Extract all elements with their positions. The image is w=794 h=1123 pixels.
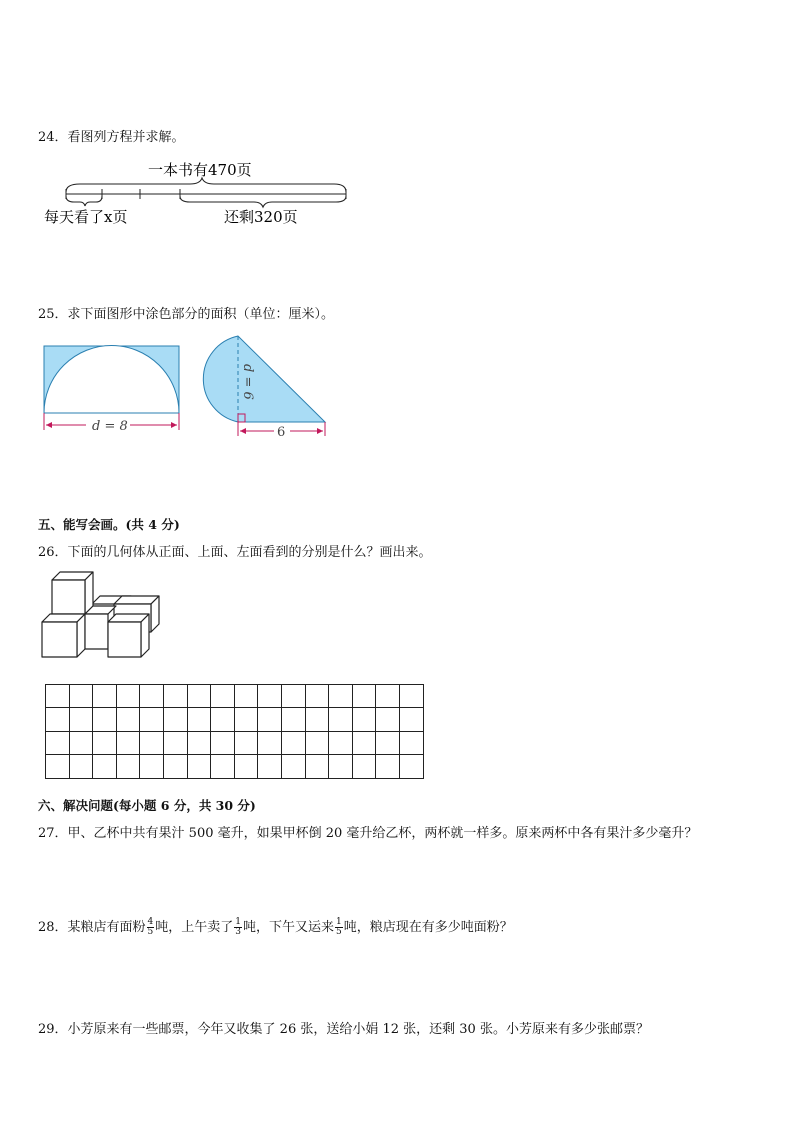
question-24: 24．看图列方程并求解。 bbox=[38, 130, 185, 145]
question-26: 26．下面的几何体从正面、上面、左面看到的分别是什么？画出来。 bbox=[38, 545, 432, 560]
q28-text-2: 吨，上午卖了 bbox=[155, 920, 234, 935]
q28-text-3: 吨，下午又运来 bbox=[243, 920, 335, 935]
question-25: 25．求下面图形中涂色部分的面积（单位：厘米）。 bbox=[38, 307, 335, 322]
section-6-title: 六、解决问题(每小题 6 分，共 30 分) bbox=[38, 798, 256, 813]
question-27: 27．甲、乙杯中共有果汁 500 毫升，如果甲杯倒 20 毫升给乙杯，两杯就一样多。原来两杯中各有果汁多少毫升？ bbox=[38, 826, 698, 841]
diameter-6-label: d = 6 bbox=[240, 364, 255, 400]
question-29: 29．小芳原来有一些邮票，今年又收集了 26 张，送给小娟 12 张，还剩 30 张。小芳原来有多少张邮票？ bbox=[38, 1022, 649, 1037]
section-5-title: 五、能写会画。(共 4 分) bbox=[38, 517, 180, 532]
daily-read-label: 每天看了x页 bbox=[44, 208, 128, 226]
base-6-label: 6 bbox=[277, 425, 286, 440]
diameter-8-label: d = 8 bbox=[92, 419, 128, 434]
cube-stack-figure bbox=[40, 570, 166, 662]
total-pages-label: 一本书有470页 bbox=[148, 161, 252, 179]
semicircle-triangle-figure bbox=[203, 336, 325, 440]
q28-text-4: 吨，粮店现在有多少吨面粉？ bbox=[343, 920, 513, 935]
shaded-area-figures bbox=[38, 330, 338, 440]
book-pages-diagram bbox=[40, 158, 360, 230]
fraction-four-fifths: $\frac{4}{5}$ bbox=[147, 917, 154, 937]
fraction-one-third: $\frac{1}{3}$ bbox=[235, 917, 242, 937]
fraction-one-fifth: $\frac{1}{5}$ bbox=[336, 917, 342, 937]
rectangle-semicircle-figure bbox=[44, 346, 179, 435]
q28-text-1: 28．某粮店有面粉 bbox=[38, 920, 146, 935]
question-28 bbox=[38, 916, 513, 937]
remaining-pages-label: 还剩320页 bbox=[224, 208, 298, 226]
drawing-grid[interactable] bbox=[45, 684, 424, 779]
